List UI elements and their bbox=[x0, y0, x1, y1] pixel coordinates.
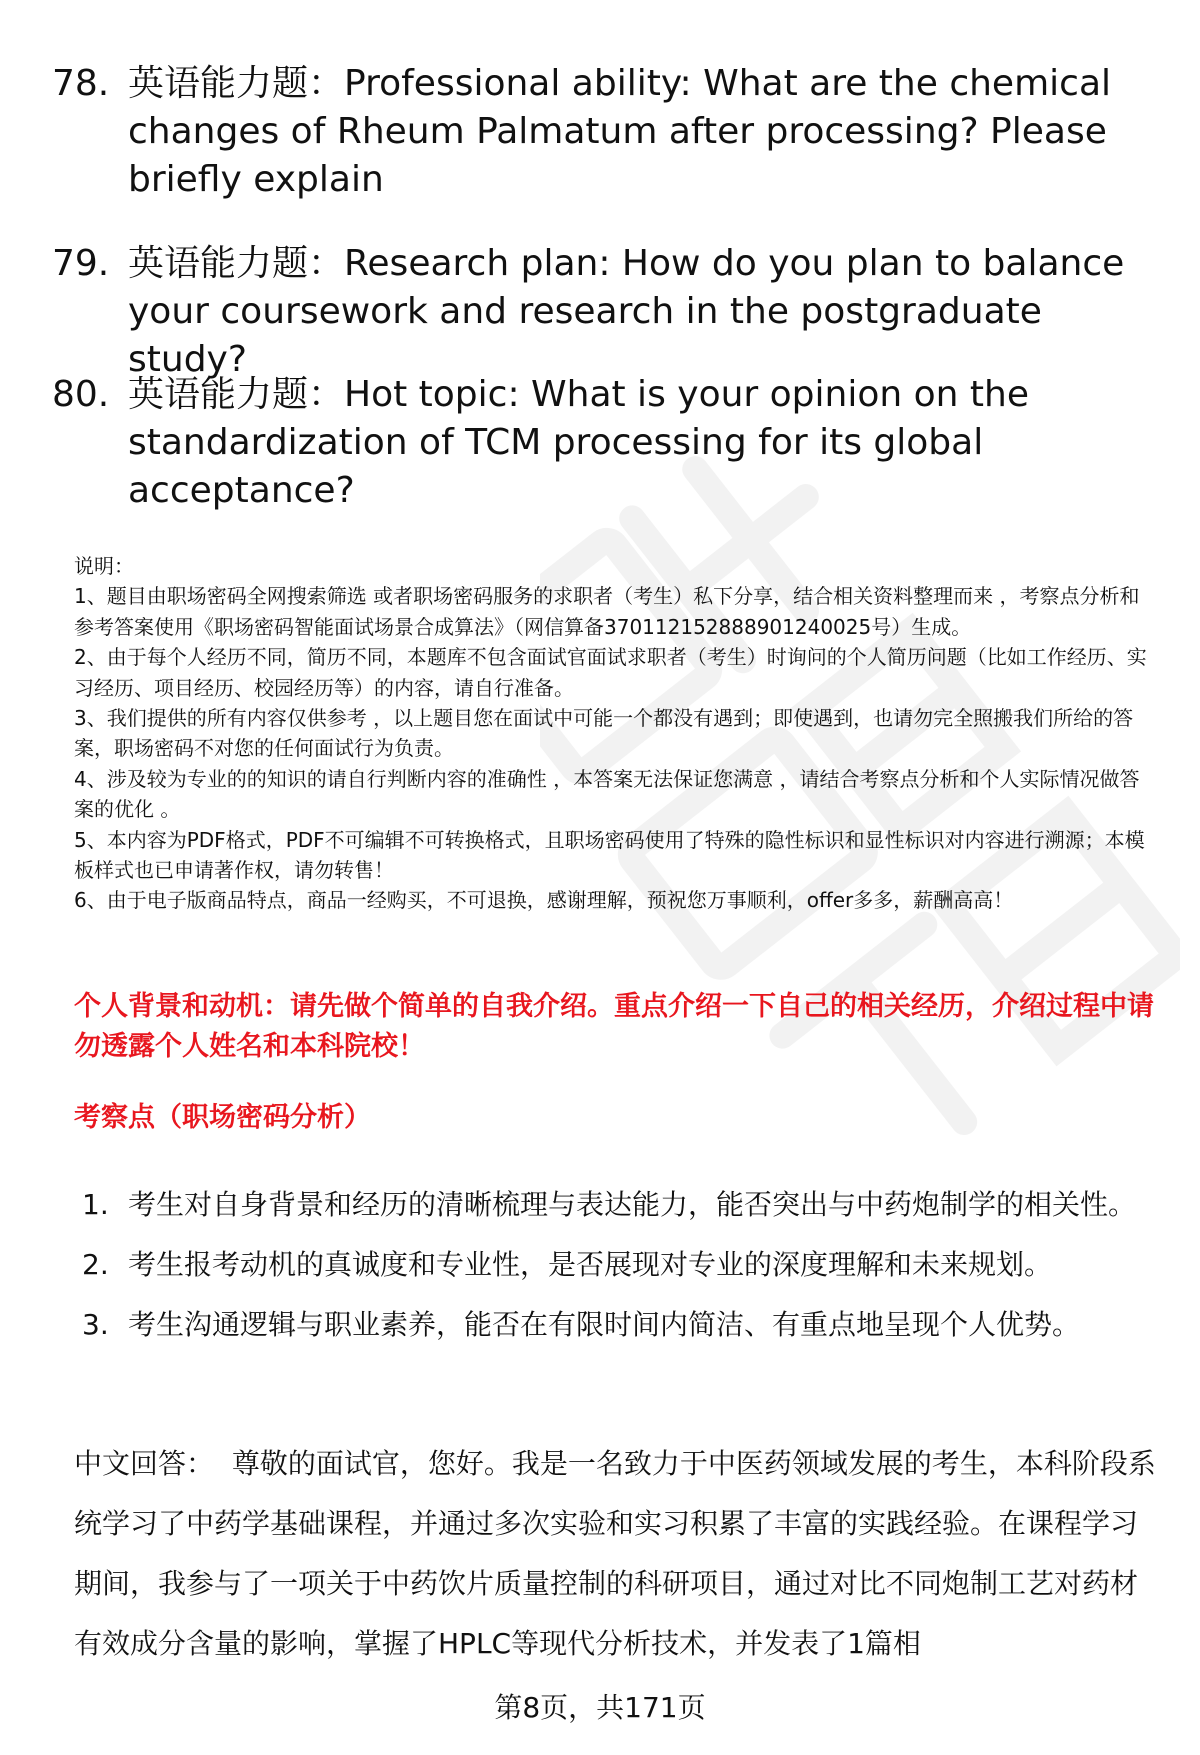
list-item-number: 2. bbox=[82, 1248, 109, 1281]
question-prefix: 英语能力题： bbox=[128, 63, 345, 104]
question-text: Professional ability: What are the chemical changes of Rheum Palmatum after processing? Please briefly explain bbox=[128, 63, 1112, 200]
notes-title: 说明： bbox=[74, 554, 134, 578]
note-item: 3、我们提供的所有内容仅供参考 ，以上题目您在面试中可能一个都没有遇到；即使遇到，也请勿完全照搬我们所给的答案，职场密码不对您的任何面试行为负责。 bbox=[74, 706, 1134, 761]
question-text: Research plan: How do you plan to balance your coursework and research in the postgraduate study? bbox=[128, 243, 1125, 380]
personal-background-heading: 个人背景和动机：请先做个简单的自我介绍。重点介绍一下自己的相关经历，介绍过程中请勿透露个人姓名和本科院校！ bbox=[74, 991, 1154, 1062]
kaochadian-title: 考察点（职场密码分析） bbox=[74, 1102, 371, 1133]
note-item: 5、本内容为PDF格式，PDF不可编辑不可转换格式，且职场密码使用了特殊的隐性标识和显性标识对内容进行溯源；本模板样式也已申请著作权，请勿转售！ bbox=[74, 827, 1145, 883]
question-78 bbox=[52, 60, 1152, 204]
notes-section bbox=[74, 551, 1159, 916]
question-number: 80. bbox=[52, 374, 110, 415]
list-item bbox=[82, 1175, 1162, 1235]
list-item bbox=[82, 1235, 1162, 1295]
kaochadian-list bbox=[82, 1175, 1162, 1355]
question-number: 79. bbox=[52, 243, 110, 284]
list-item-text: 考生报考动机的真诚度和专业性，是否展现对专业的深度理解和未来规划。 bbox=[128, 1248, 1053, 1281]
answer-label: 中文回答： bbox=[74, 1447, 215, 1480]
note-item: 2、由于每个人经历不同，简历不同，本题库不包含面试官面试求职者（考生）时询问的个人简历问题（比如工作经历、实习经历、项目经历、校园经历等）的内容，请自行准备。 bbox=[74, 645, 1147, 700]
answer-paragraph bbox=[74, 1434, 1164, 1674]
question-79 bbox=[52, 240, 1152, 384]
note-item: 1、题目由职场密码全网搜索筛选 或者职场密码服务的求职者（考生）私下分享，结合相关资料整理而来 ，考察点分析和参考答案使用《职场密码智能面试场景合成算法》（网信算备370112152888901240025号）生成。 bbox=[74, 584, 1140, 639]
page-footer: 第8页，共171页 bbox=[494, 1691, 706, 1724]
question-prefix: 英语能力题： bbox=[128, 374, 345, 415]
question-text: Hot topic: What is your opinion on the standardization of TCM processing for its global acceptance? bbox=[128, 374, 1029, 511]
list-item-number: 3. bbox=[82, 1308, 109, 1341]
list-item-text: 考生对自身背景和经历的清晰梳理与表达能力，能否突出与中药炮制学的相关性。 bbox=[128, 1188, 1137, 1221]
list-item-number: 1. bbox=[82, 1188, 109, 1221]
list-item-text: 考生沟通逻辑与职业素养，能否在有限时间内简洁、有重点地呈现个人优势。 bbox=[128, 1308, 1081, 1341]
question-prefix: 英语能力题： bbox=[128, 243, 345, 284]
question-number: 78. bbox=[52, 63, 110, 104]
note-item: 6、由于电子版商品特点，商品一经购买，不可退换，感谢理解，预祝您万事顺利，offer多多，薪酬高高！ bbox=[74, 888, 1014, 913]
note-item: 4、涉及较为专业的的知识的请自行判断内容的准确性 ，本答案无法保证您满意 ，请结合考察点分析和个人实际情况做答案的优化 。 bbox=[74, 766, 1140, 822]
question-80 bbox=[52, 371, 1152, 515]
answer-text: 尊敬的面试官，您好。我是一名致力于中医药领域发展的考生，本科阶段系统学习了中药学基础课程，并通过多次实验和实习积累了丰富的实践经验。在课程学习期间，我参与了一项关于中药饮片质量控制的科研项目，通过对比不同炮制工艺对药材有效成分含量的影响，掌握了HPLC等现代分析技术，并发表了1篇相 bbox=[74, 1447, 1156, 1660]
list-item bbox=[82, 1295, 1162, 1355]
